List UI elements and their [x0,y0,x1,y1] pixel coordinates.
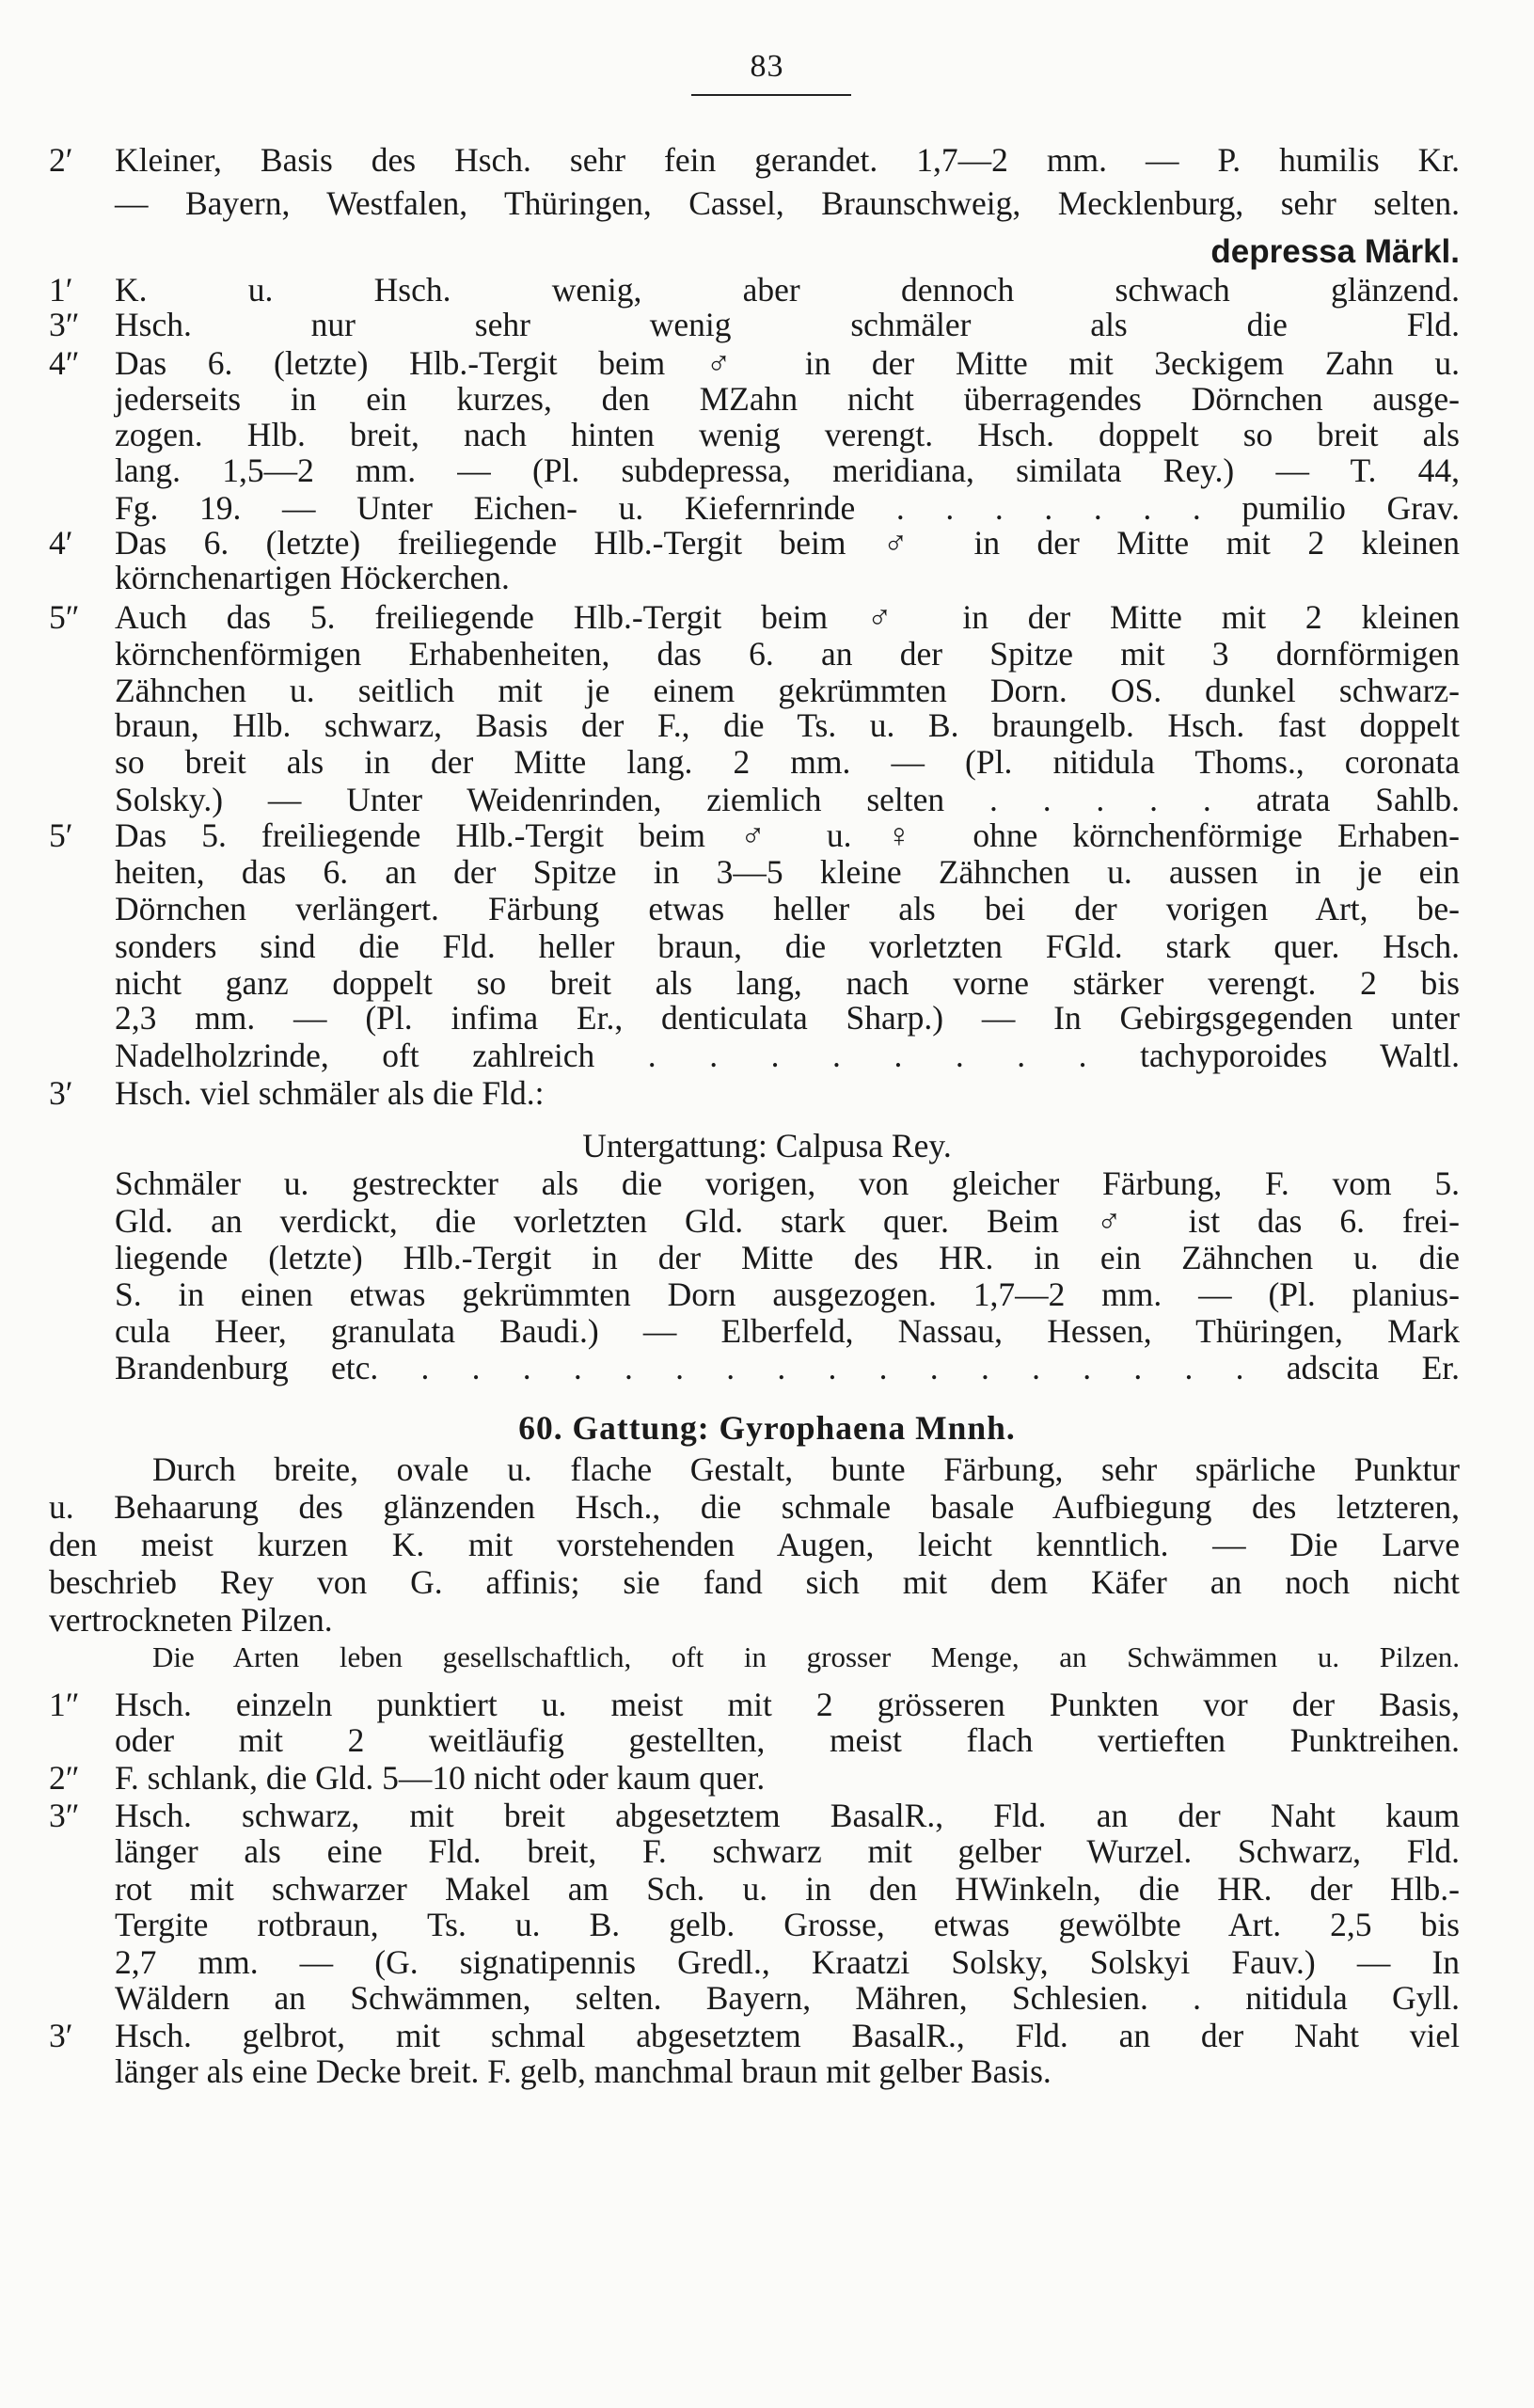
key-text-line: Wäldern an Schwämmen, selten. Bayern, Mähren, Schlesien. . nitidula Gyll. [115,1979,1460,2017]
text-line: nicht ganz doppelt so breit als lang, nach vorne stärker verengt. 2 bis [115,964,1460,1002]
text-line: Auch das 5. freiliegende Hlb.-Tergit beim ♂ in der Mitte mit 2 kleinen [115,598,1460,636]
text-line: Zähnchen u. seitlich mit je einem gekrümmten Dorn. OS. dunkel schwarz- [115,672,1460,709]
key-text-line: 2,7 mm. — (G. signatipennis Gredl., Kraatzi Solsky, Solskyi Fauv.) — In [115,1943,1460,1981]
key-marker: 3″ [49,306,80,343]
text-line: K. u. Hsch. wenig, aber dennoch schwach glänzend. [115,271,1460,309]
key-text-line: Hsch. gelbrot, mit schmal abgesetztem BasalR., Fld. an der Naht viel [115,2017,1460,2054]
text-line: lang. 1,5—2 mm. — (Pl. subdepressa, meridiana, similata Rey.) — T. 44, [115,452,1460,489]
key-text-line: Hsch. schwarz, mit breit abgesetztem BasalR., Fld. an der Naht kaum [115,1797,1460,1834]
key-text-line: länger als eine Fld. breit, F. schwarz mit gelber Wurzel. Schwarz, Fld. [115,1832,1460,1870]
genus-text-line: vertrockneten Pilzen. [49,1601,333,1639]
genus-text-line: Durch breite, ovale u. flache Gestalt, bunte Färbung, sehr spärliche Punktur [152,1450,1460,1488]
text-line: braun, Hlb. schwarz, Basis der F., die Ts. u. B. braungelb. Hsch. fast doppelt [115,706,1460,744]
key-marker: 4′ [49,524,73,562]
text-line: zogen. Hlb. breit, nach hinten wenig verengt. Hsch. doppelt so breit als [115,416,1460,453]
text-line: jederseits in ein kurzes, den MZahn nicht überragendes Dörnchen ausge- [115,380,1460,418]
key-marker: 2′ [49,141,73,179]
genus-note: Die Arten leben gesellschaftlich, oft in grosser Menge, an Schwämmen u. Pilzen. [152,1640,1460,1673]
text-line: Dörnchen verlängert. Färbung etwas heller als bei der vorigen Art, be- [115,890,1460,927]
subgenus-text-line: cula Heer, granulata Baudi.) — Elberfeld, Nassau, Hessen, Thüringen, Mark [115,1312,1460,1350]
text-line: körnchenartigen Höckerchen. [115,559,510,596]
key-marker: 3′ [49,1074,73,1112]
text-line: — Bayern, Westfalen, Thüringen, Cassel, Braunschweig, Mecklenburg, sehr selten. [115,184,1460,222]
key-text-line: Tergite rotbraun, Ts. u. B. gelb. Grosse, etwas gewölbte Art. 2,5 bis [115,1906,1460,1943]
key-marker: 3″ [49,1797,80,1834]
key-marker: 5″ [49,598,80,636]
key-marker: 5′ [49,816,73,854]
genus-heading: 60. Gattung: Gyrophaena Mnnh. [518,1409,1016,1447]
subgenus-text-line: Gld. an verdickt, die vorletzten Gld. stark quer. Beim ♂ ist das 6. frei- [115,1202,1460,1240]
genus-text-line: beschrieb Rey von G. affinis; sie fand sich mit dem Käfer an noch nicht [49,1563,1460,1601]
key-marker: 1″ [49,1686,80,1723]
text-line: 2,3 mm. — (Pl. infima Er., denticulata Sharp.) — In Gebirgsgegenden unter [115,999,1460,1037]
text-line: Fg. 19. — Unter Eichen- u. Kiefernrinde . . . . . . . pumilio Grav. [115,489,1460,527]
text-line: heiten, das 6. an der Spitze in 3—5 kleine Zähnchen u. aussen in je ein [115,853,1460,891]
key-marker: 4″ [49,344,80,382]
text-line: Kleiner, Basis des Hsch. sehr fein gerandet. 1,7—2 mm. — P. humilis Kr. [115,141,1460,179]
page-number: 83 [750,49,784,84]
text-line: so breit als in der Mitte lang. 2 mm. — (Pl. nitidula Thoms., coronata [115,743,1460,781]
text-line: Das 6. (letzte) Hlb.-Tergit beim ♂ in der Mitte mit 3eckigem Zahn u. [115,344,1460,382]
genus-text-line: den meist kurzen K. mit vorstehenden Augen, leicht kenntlich. — Die Larve [49,1526,1460,1563]
subgenus-text-line: Brandenburg etc. . . . . . . . . . . . . . . . . . adscita Er. [115,1349,1460,1386]
key-marker: 1′ [49,271,73,309]
text-line: Nadelholzrinde, oft zahlreich . . . . . . . . tachyporoides Waltl. [115,1037,1460,1074]
text-line: Hsch. nur sehr wenig schmäler als die Fld. [115,306,1460,343]
key-text-line: länger als eine Decke breit. F. gelb, manchmal braun mit gelber Basis. [115,2052,1052,2090]
subgenus-heading: Untergattung: Calpusa Rey. [582,1127,952,1164]
key-marker: 3′ [49,2017,73,2054]
page-number-rule [691,94,851,96]
subgenus-text-line: liegende (letzte) Hlb.-Tergit in der Mitte des HR. in ein Zähnchen u. die [115,1239,1460,1276]
genus-text-line: u. Behaarung des glänzenden Hsch., die schmale basale Aufbiegung des letzteren, [49,1488,1460,1526]
key-text-line: Hsch. einzeln punktiert u. meist mit 2 grösseren Punkten vor der Basis, [115,1686,1460,1723]
text-line: sonders sind die Fld. heller braun, die vorletzten FGld. stark quer. Hsch. [115,927,1460,965]
key-marker: 2″ [49,1759,80,1797]
subgenus-text-line: S. in einen etwas gekrümmten Dorn ausgezogen. 1,7—2 mm. — (Pl. planius- [115,1275,1460,1313]
species-name-line: depressa Märkl. [1210,233,1460,270]
key-text-line: F. schlank, die Gld. 5—10 nicht oder kaum quer. [115,1759,766,1797]
key-text-line: rot mit schwarzer Makel am Sch. u. in den HWinkeln, die HR. der Hlb.- [115,1870,1460,1908]
key-text-line: oder mit 2 weitläufig gestellten, meist flach vertieften Punktreihen. [115,1721,1460,1759]
text-line: körnchenförmigen Erhabenheiten, das 6. an der Spitze mit 3 dornförmigen [115,635,1460,673]
text-line: Das 6. (letzte) freiliegende Hlb.-Tergit beim ♂ in der Mitte mit 2 kleinen [115,524,1460,562]
text-line: Solsky.) — Unter Weidenrinden, ziemlich selten . . . . . atrata Sahlb. [115,781,1460,818]
text-line: Das 5. freiliegende Hlb.-Tergit beim ♂ u. ♀ ohne körnchenförmige Erhaben- [115,816,1460,854]
text-line: Hsch. viel schmäler als die Fld.: [115,1074,545,1112]
subgenus-text-line: Schmäler u. gestreckter als die vorigen, von gleicher Färbung, F. vom 5. [115,1164,1460,1202]
